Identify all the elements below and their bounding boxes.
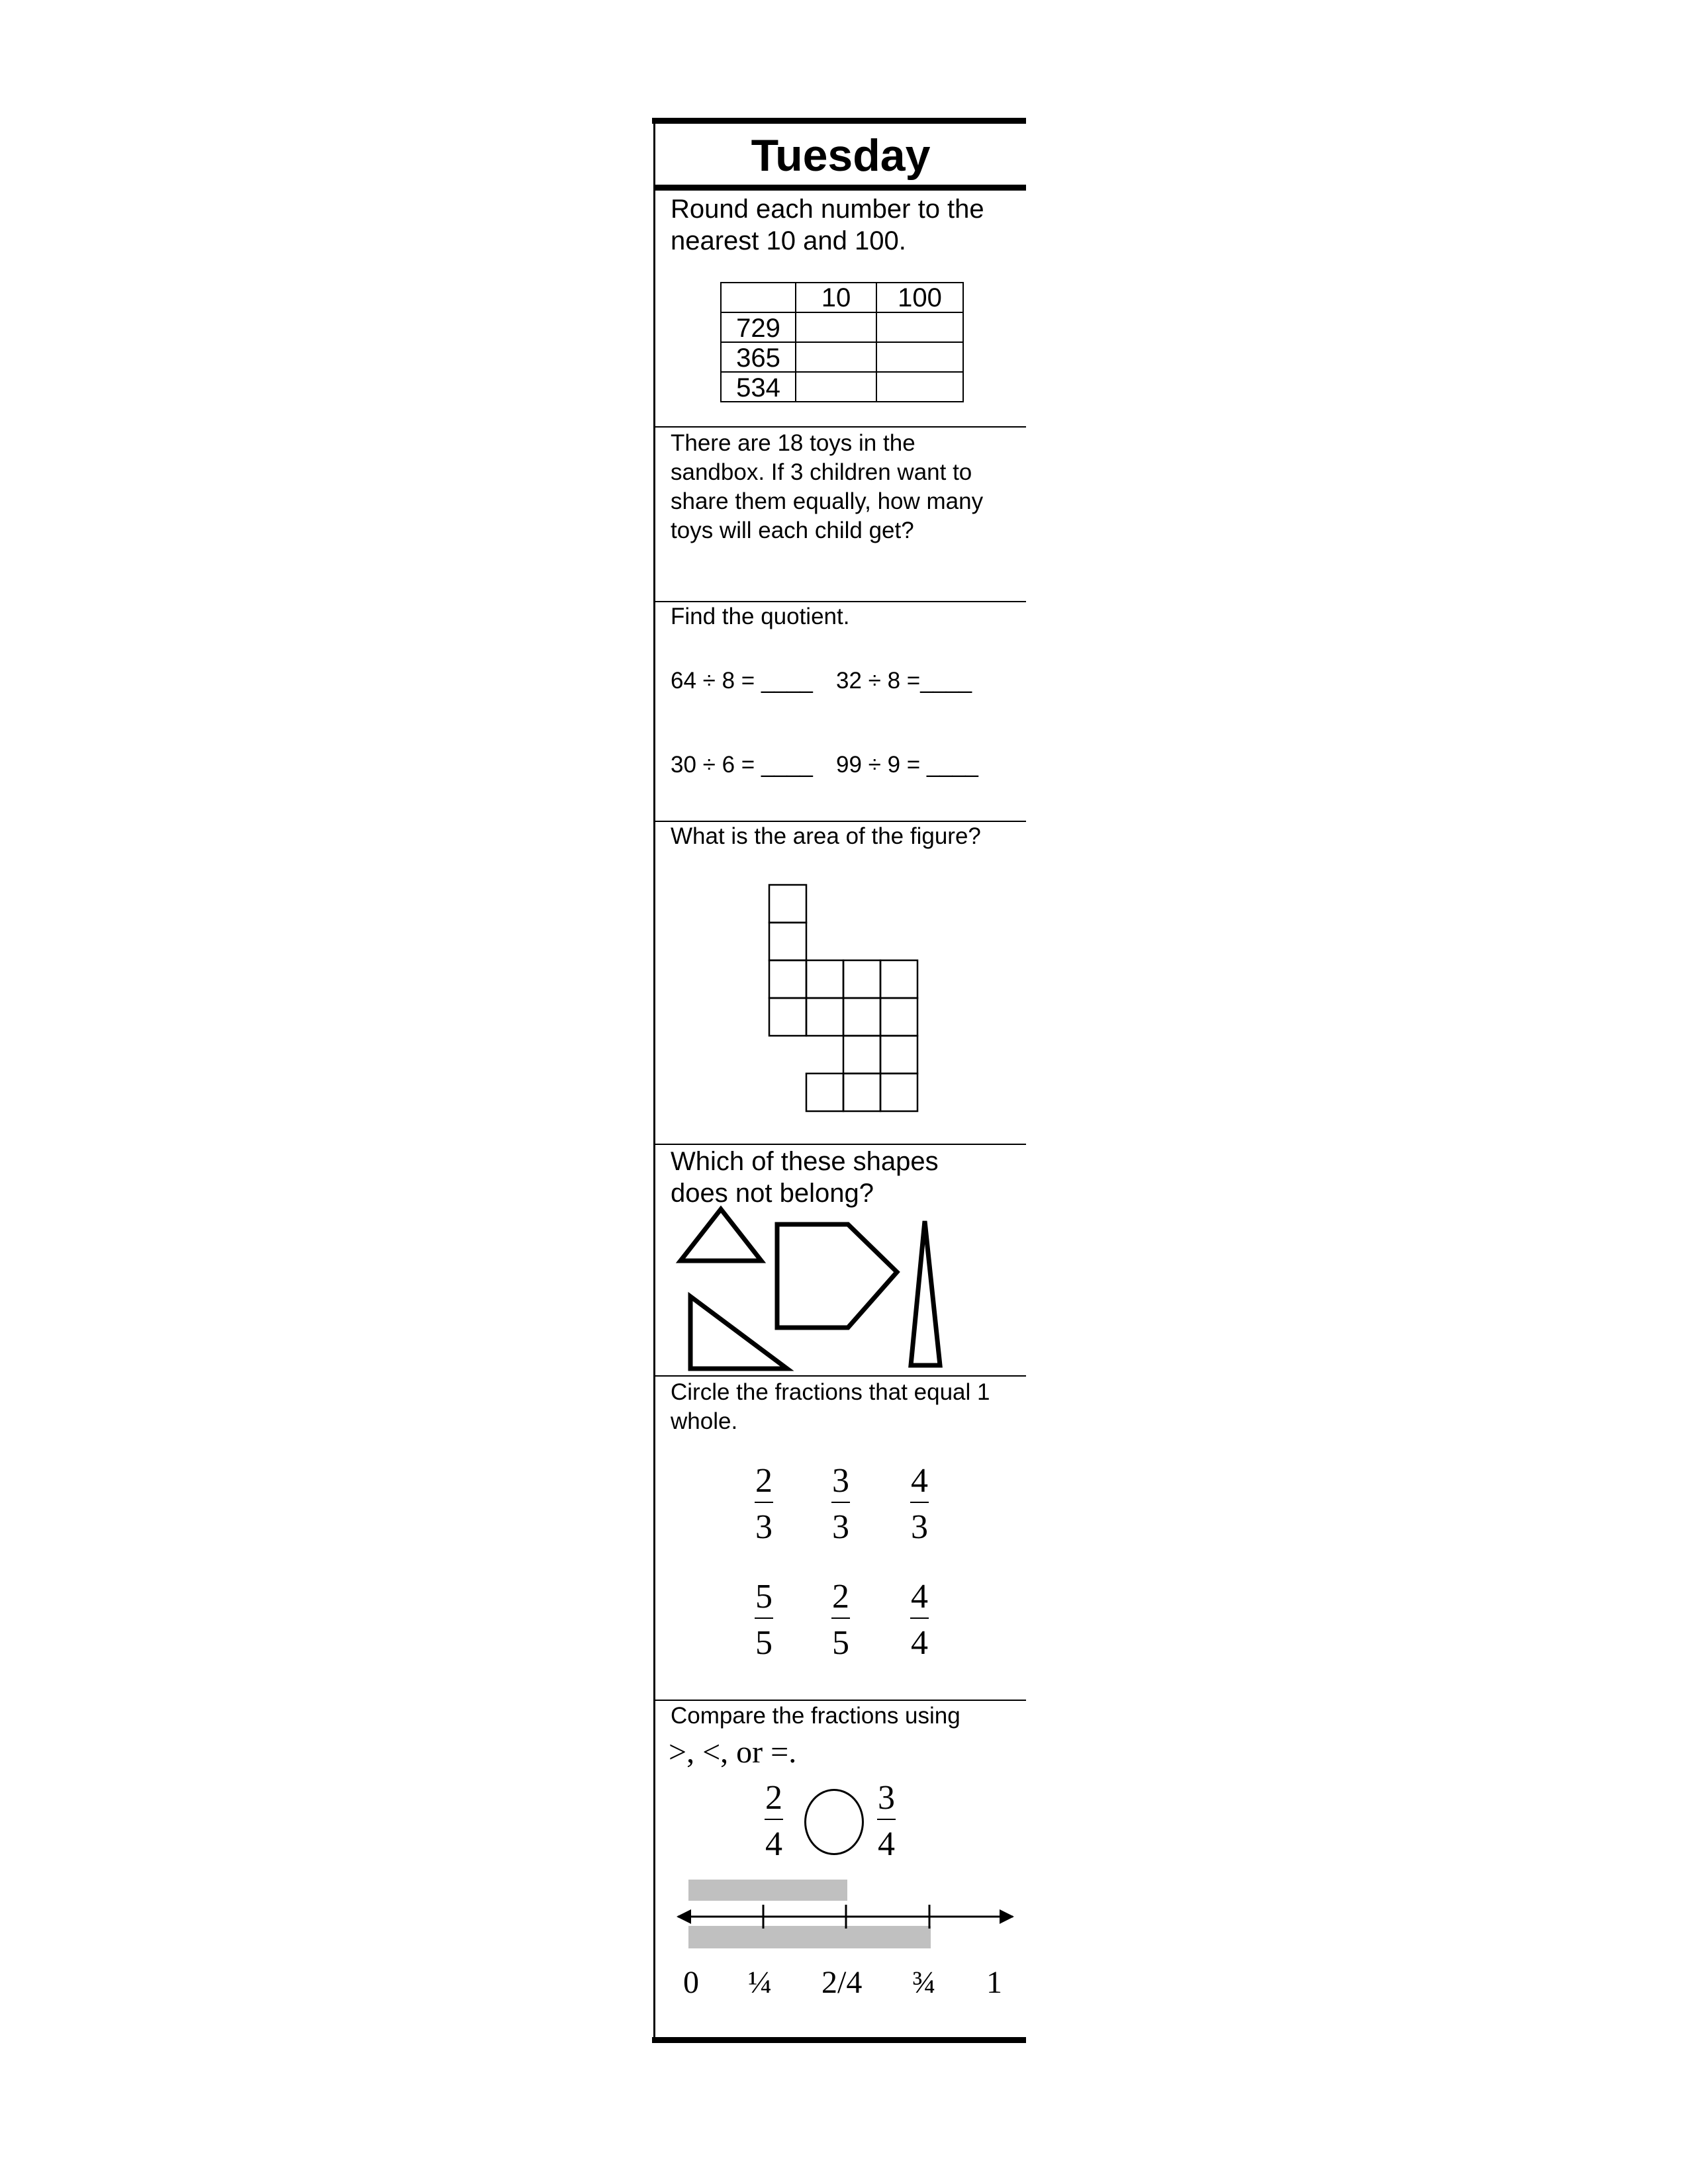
fraction-bar-three-fourths	[688, 1926, 931, 1948]
arrow-left-icon	[677, 1909, 691, 1924]
quotient-problem: 32 ÷ 8 =____	[836, 668, 972, 694]
table-cell	[795, 371, 877, 402]
fraction-denominator: 4	[878, 1825, 895, 1863]
fraction-numerator: 3	[878, 1779, 895, 1817]
fraction-choice[interactable]	[744, 1462, 784, 1547]
right-triangle-shape	[690, 1297, 787, 1369]
area-grid-figure	[761, 877, 920, 1122]
table-cell	[795, 341, 877, 373]
section-divider	[655, 1700, 1026, 1701]
compare-answer-circle[interactable]	[804, 1789, 864, 1855]
table-header-10: 10	[821, 283, 851, 312]
triangle-shape	[680, 1209, 761, 1261]
fractions-prompt-line2: whole.	[671, 1408, 738, 1434]
table-header-100: 100	[898, 283, 942, 312]
top-border	[652, 118, 1026, 124]
shapes-figure	[662, 1198, 1026, 1377]
fraction-denominator: 3	[832, 1508, 849, 1546]
table-cell	[720, 282, 796, 313]
rounding-prompt-line2: nearest 10 and 100.	[671, 226, 906, 255]
fraction-denominator: 3	[911, 1508, 928, 1546]
thin-triangle-shape	[911, 1221, 940, 1365]
number-line-label: ¾	[912, 1965, 936, 2000]
word-problem	[671, 429, 983, 545]
number-line-label: 0	[683, 1965, 699, 2000]
word-problem-line: share them equally, how many	[671, 488, 984, 514]
table-row-label: 534	[736, 373, 780, 402]
fraction-bar	[831, 1617, 850, 1619]
section-divider	[655, 426, 1026, 428]
number-line-label: 2/4	[821, 1965, 863, 2000]
section-divider	[655, 1375, 1026, 1377]
pentagon-shape	[777, 1224, 897, 1328]
table-row-label: 365	[736, 343, 780, 373]
table-cell	[876, 371, 964, 402]
fraction-choice[interactable]	[821, 1462, 861, 1547]
fraction-choice[interactable]	[900, 1462, 939, 1547]
fraction-bar	[910, 1617, 929, 1619]
rounding-prompt-line1: Round each number to the	[671, 195, 984, 224]
fraction-denominator: 4	[765, 1825, 782, 1863]
fraction-bar	[877, 1819, 896, 1820]
fraction-numerator: 5	[755, 1578, 773, 1615]
fractions-prompt-line1: Circle the fractions that equal 1	[671, 1379, 990, 1405]
number-line-label: 1	[986, 1965, 1002, 2000]
title-divider	[655, 185, 1026, 191]
fraction-bar	[831, 1502, 850, 1503]
area-prompt: What is the area of the figure?	[671, 823, 981, 849]
quotient-problem: 30 ÷ 6 = ____	[671, 752, 813, 778]
left-border	[653, 118, 655, 2042]
number-line	[669, 1873, 1026, 1966]
bottom-border	[652, 2037, 1026, 2043]
section-divider	[655, 1144, 1026, 1145]
fraction-denominator: 4	[911, 1624, 928, 1662]
fraction-numerator: 3	[832, 1462, 849, 1500]
shapes-prompt-line2: does not belong?	[671, 1179, 874, 1208]
page-title: Tuesday	[751, 130, 931, 181]
fraction-numerator: 4	[911, 1578, 928, 1615]
fraction-bar	[765, 1819, 783, 1820]
quotient-problem: 99 ÷ 9 = ____	[836, 752, 978, 778]
fraction-choice[interactable]	[744, 1578, 784, 1662]
arrow-right-icon	[1000, 1909, 1014, 1924]
fraction-numerator: 2	[832, 1578, 849, 1615]
fraction-denominator: 5	[832, 1624, 849, 1662]
table-cell	[795, 312, 877, 343]
fraction-choice[interactable]	[821, 1578, 861, 1662]
word-problem-line: There are 18 toys in the	[671, 430, 915, 456]
quotient-prompt: Find the quotient.	[671, 604, 850, 629]
fraction-bar	[910, 1502, 929, 1503]
word-problem-line: toys will each child get?	[671, 518, 914, 543]
shapes-prompt-line1: Which of these shapes	[671, 1147, 939, 1176]
fraction-bar	[755, 1502, 773, 1503]
fraction-numerator: 4	[911, 1462, 928, 1500]
compare-left-fraction	[754, 1779, 794, 1864]
word-problem-line: sandbox. If 3 children want to	[671, 459, 972, 485]
fraction-denominator: 3	[755, 1508, 773, 1546]
table-cell	[876, 341, 964, 373]
fraction-bar-two-fourths	[688, 1880, 847, 1901]
fraction-bar	[755, 1617, 773, 1619]
quotient-problem: 64 ÷ 8 = ____	[671, 668, 813, 694]
fraction-numerator: 2	[755, 1462, 773, 1500]
compare-right-fraction	[867, 1779, 906, 1864]
compare-prompt-line2: >, <, or =.	[669, 1735, 797, 1770]
table-cell	[876, 312, 964, 343]
fraction-numerator: 2	[765, 1779, 782, 1817]
compare-prompt-line1: Compare the fractions using	[671, 1703, 961, 1729]
rounding-prompt	[671, 193, 984, 257]
table-row-label: 729	[736, 314, 780, 343]
fractions-prompt	[671, 1378, 990, 1436]
fraction-denominator: 5	[755, 1624, 773, 1662]
fraction-choice[interactable]	[900, 1578, 939, 1662]
number-line-label: ¼	[748, 1965, 772, 2000]
